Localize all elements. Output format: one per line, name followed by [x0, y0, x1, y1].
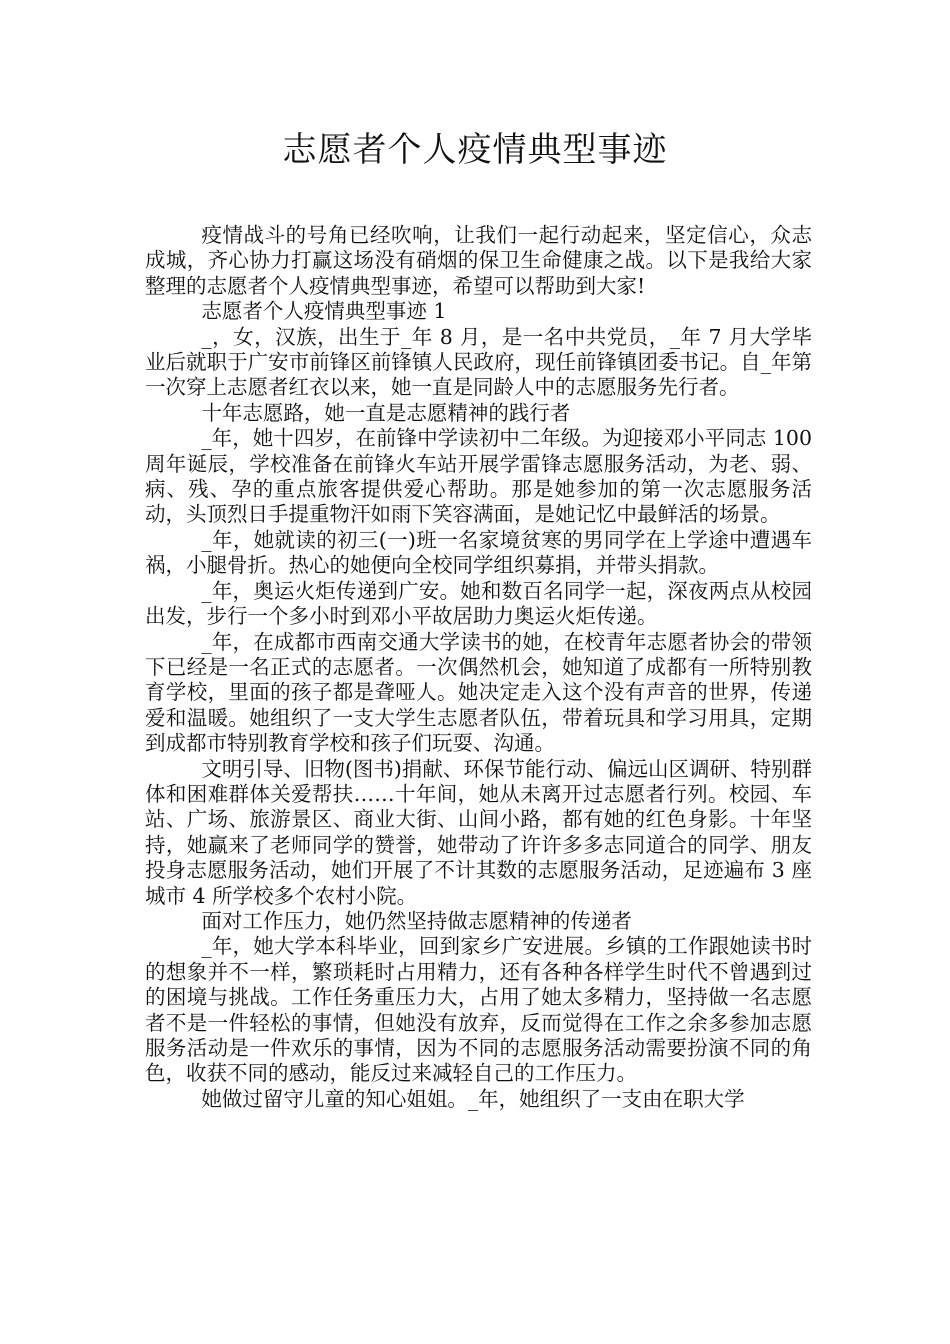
paragraph-ten-years: 文明引导、旧物(图书)捐献、环保节能行动、偏远山区调研、特别群体和困难群体关爱帮扶……十年间，她从未离开过志愿者行列。校园、车站、广场、旅游景区、商业大街、山间小路，都有她的红色身影。十年坚持，她赢来了老师同学的赞誉，她带动了许许多多志同道合的同学、朋友投身志愿服务活动，她们开展了不计其数的志愿服务活动，足迹遍布 3 座城市 4 所学校多个农村小院。	[145, 756, 812, 908]
section-heading-1: 志愿者个人疫情典型事迹 1	[201, 299, 447, 324]
document-title: 志愿者个人疫情典型事迹	[282, 130, 668, 170]
paragraph-intro: 疫情战斗的号角已经吹响，让我们一起行动起来，坚定信心，众志成城，齐心协力打赢这场没有硝烟的保卫生命健康之战。以下是我给大家整理的志愿者个人疫情典型事迹，希望可以帮助到大家!	[145, 223, 812, 298]
subheading-practitioner: 十年志愿路，她一直是志愿精神的践行者	[201, 400, 571, 425]
subheading-work-pressure: 面对工作压力，她仍然坚持做志愿精神的传递者	[201, 908, 632, 933]
paragraph-olympic-torch: _年，奥运火炬传递到广安。她和数百名同学一起，深夜两点从校园出发，步行一个多小时到邓小平故居助力奥运火炬传递。	[145, 578, 812, 629]
paragraph-profile: _，女，汉族，出生于_年 8 月，是一名中共党员，_年 7 月大学毕业后就职于广安市前锋区前锋镇人民政府，现任前锋镇团委书记。自_年第一次穿上志愿者红衣以来，她一直是同龄人中的志愿服务先行者。	[145, 324, 812, 400]
paragraph-university: _年，在成都市西南交通大学读书的她，在校青年志愿者协会的带领下已经是一名正式的志愿者。一次偶然机会，她知道了成都有一所特别教育学校，里面的孩子都是聋哑人。她决定走入这个没有声音的世界，传递爱和温暖。她组织了一支大学生志愿者队伍，带着玩具和学习用具，定期到成都市特别教育学校和孩子们玩耍、沟通。	[145, 629, 812, 756]
paragraph-graduation: _年，她大学本科毕业，回到家乡广安进展。乡镇的工作跟她读书时的想象并不一样，繁琐耗时占用精力，还有各种各样学生时代不曾遇到过的困境与挑战。工作任务重压力大，占用了她太多精力，坚持做一名志愿者不是一件轻松的事情，但她没有放弃，反而觉得在工作之余多参加志愿服务活动是一件欢乐的事情，因为不同的志愿服务活动需要扮演不同的角色，收获不同的感动，能反过来减轻自己的工作压力。	[145, 934, 812, 1086]
paragraph-donation: _年，她就读的初三(一)班一名家境贫寒的男同学在上学途中遭遇车祸，小腿骨折。热心的她便向全校同学组织募捐，并带头捐款。	[145, 527, 812, 578]
paragraph-age-fourteen: _年，她十四岁，在前锋中学读初中二年级。为迎接邓小平同志 100 周年诞辰，学校准备在前锋火车站开展学雷锋志愿服务活动，为老、弱、病、残、孕的重点旅客提供爱心帮助。那是她参加的第一次志愿服务活动，头顶烈日手提重物汗如雨下笑容满面，是她记忆中最鲜活的场景。	[145, 426, 812, 527]
paragraph-left-behind-children: 她做过留守儿童的知心姐姐。_年，她组织了一支由在职大学	[201, 1086, 745, 1111]
document-body	[145, 223, 812, 1112]
